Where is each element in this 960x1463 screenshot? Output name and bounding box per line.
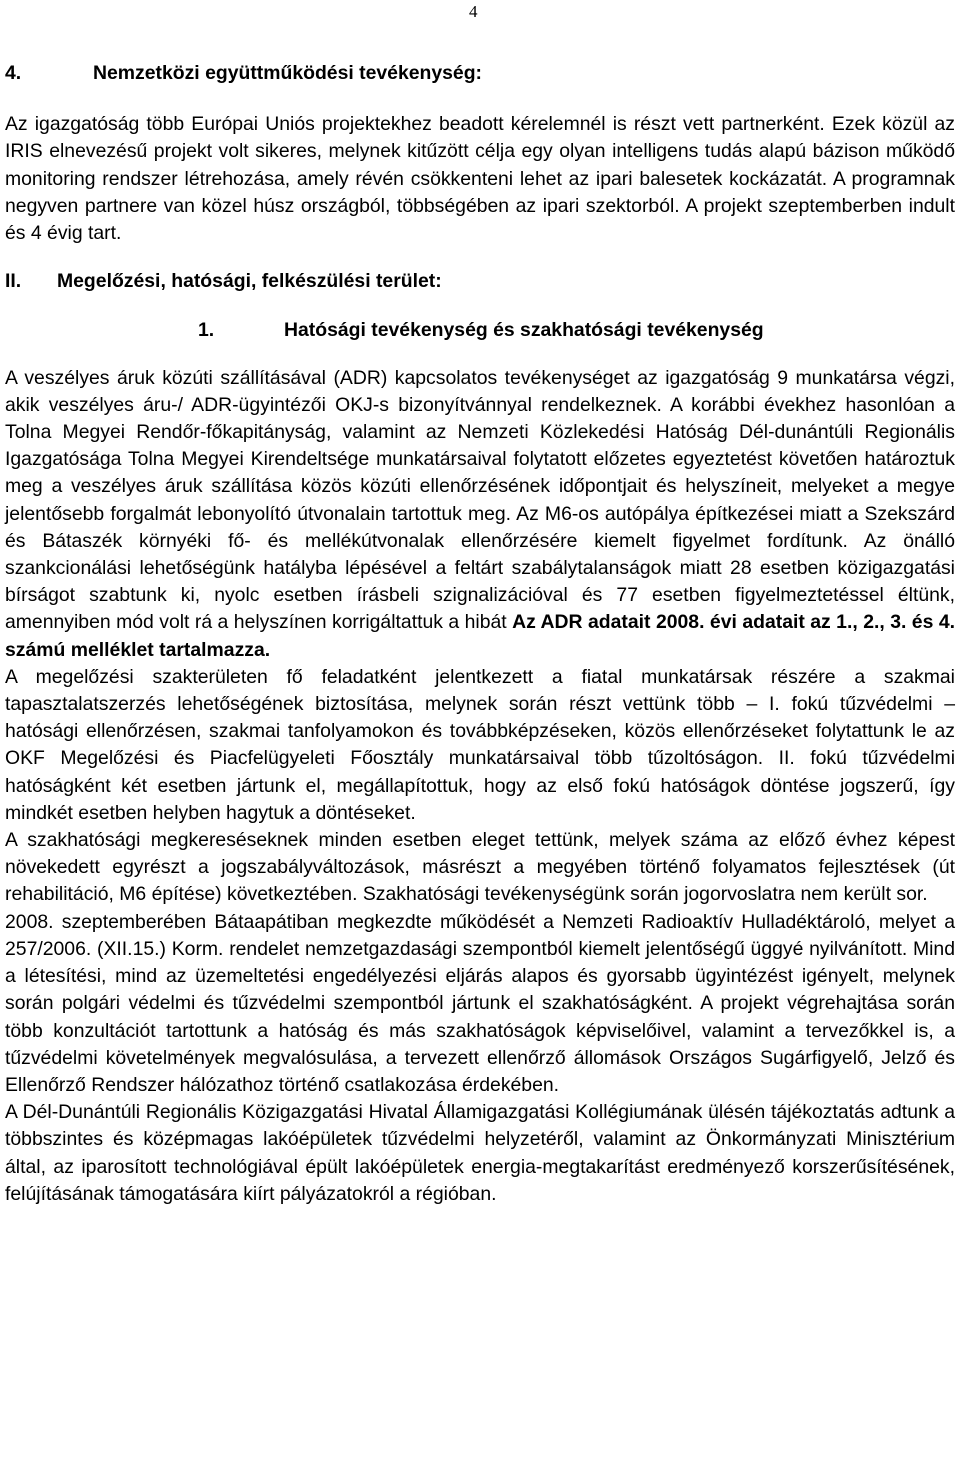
section-title: Nemzetközi együttműködési tevékenység: <box>93 62 483 84</box>
adr-annex-reference: Az ADR adatait 2008. évi adatait az 1., 2., 3. és 4. számú melléklet tartalmazza. <box>5 611 955 661</box>
subsection-title: Hatósági tevékenység és szakhatósági tevékenység <box>284 319 764 342</box>
section-heading <box>5 60 955 87</box>
prevention-paragraph: A megelőzési szakterületen fő feladatként jelentkezett a fiatal munkatársak részére a szakmai tapasztalatszerzés lehetőségének biztosítása, melynek során részt vettünk több – I. fokú tűzvédelmi – hatósági ellenőrzésen, szakmai tanfolyamokon és továbbképzéseken, közös ellenőrzéseket folytattunk le az OKF Megelőzési és Piacfelügyeleti Főosztály munkatársaival több tűzoltóságon. II. fokú tűzvédelmi hatóságként két esetben jártunk el, megállapítottuk, hogy az első fokú hatóságok döntése jogszerű, így mindkét esetben helyben hagytuk a döntéseket. <box>5 665 955 824</box>
page-number: 4 <box>469 2 478 21</box>
regional-office-paragraph: A Dél-Dunántúli Regionális Közigazgatási Hivatal Államigazgatási Kollégiumának ülésén tájékoztatás adtunk a többszintes és középmagas lakóépületek tűzvédelmi helyzetéről, valamint az Önkormányzati Minisztérium által, az iparosított technológiával épült lakóépületek energia-megtakarítást eredményező korszerűsítésének, felújításának támogatására kiírt pályázatokról a régióban. <box>5 1101 955 1205</box>
section-number: 4. <box>5 62 22 84</box>
section-paragraph: Az igazgatóság több Európai Uniós projektekhez beadott kérelemnél is részt vett partnerként. Ezek közül az IRIS elnevezésű projekt volt sikeres, melynek kitűzött célja egy olyan intelligens tudás alapú bázison működő monitoring rendszer létrehozása, amely révén csökkenteni lehet az ipari balesetek kockázatát. A programnak negyven partnere van közel húsz országból, többségében az ipari szektorból. A projekt szeptemberben indult és 4 évig tart. <box>5 113 955 245</box>
adr-paragraph <box>5 365 955 664</box>
adr-paragraph-text: A veszélyes áruk közúti szállításával (ADR) kapcsolatos tevékenységet az igazgatóság 9 munkatársa végzi, akik veszélyes áru-/ ADR-ügyintézői OKJ-s bizonyítvánnyal rendelkeznek. A korábbi évekhez hasonlóan a Tolna Megyei Rendőr-főkapitányság, valamint az Nemzeti Közlekedési Hatóság Dél-dunántúli Regionális Igazgatósága Tolna Megyei Kirendeltsége munkatársaival folytatott előzetes egyeztetést követően határoztuk meg a veszélyes áruk szállítása közös közúti ellenőrzésének időpontjait és helyszíneit, melyeket a megye jelentősebb forgalmát lebonyolító útvonalain tartottuk meg. Az M6-os autópálya építkezései miatt a Szekszárd és Bátaszék környéki fő- és mellékútvonalak ellenőrzésére kiemelt figyelmet fordítunk. Az önálló szankcionálási lehetőségünk hatályba lépésével a feltárt szabálytalanságok miatt 28 esetben közigazgatási bírságot szabtunk ki, nyolc esetben írásbeli szignalizációval és 77 esetben figyelmeztetéssel éltünk, amennyiben mód volt rá a helyszínen korrigáltattuk a hibát <box>5 366 955 634</box>
chapter-title: Megelőzési, hatósági, felkészülési terület: <box>57 270 442 293</box>
chapter-heading <box>5 268 955 295</box>
chapter-number: II. <box>5 270 22 293</box>
document-body <box>5 60 955 1208</box>
subsection-number: 1. <box>198 319 215 342</box>
specialist-authority-paragraph: A szakhatósági megkereséseknek minden esetben eleget tettünk, melyek száma az előző évhez képest növekedett egyrészt a jogszabályváltozások, másrészt a megyében történő folyamatos fejlesztések (út rehabilitáció, M6 építése) következtében. Szakhatósági tevékenységünk során jogorvoslatra nem került sor. <box>5 829 955 906</box>
radioactive-waste-paragraph: 2008. szeptemberében Bátaapátiban megkezdte működését a Nemzeti Radioaktív Hulladéktároló, melyet a 257/2006. (XII.15.) Korm. rendelet nemzetgazdasági szempontból kiemelt jelentőségű üggyé nyilvánított. Mind a létesítési, mind az üzemeltetési engedélyezési eljárás alapos és gyorsabb ügyintézést igényelt, melynek során polgári védelmi és tűzvédelmi szempontból jártunk el szakhatóságként. A projekt végrehajtása során több konzultációt tartottunk a hatóság és más szakhatóságok képviselőivel, valamint a tervezőkkel is, a tűzvédelmi követelmények megvalósulása, a tervezett ellenőrző állomások Országos Sugárfigyelő, Jelző és Ellenőrző Rendszer hálózathoz történő csatlakozása érdekében. <box>5 910 955 1096</box>
subsection-heading <box>198 317 955 344</box>
